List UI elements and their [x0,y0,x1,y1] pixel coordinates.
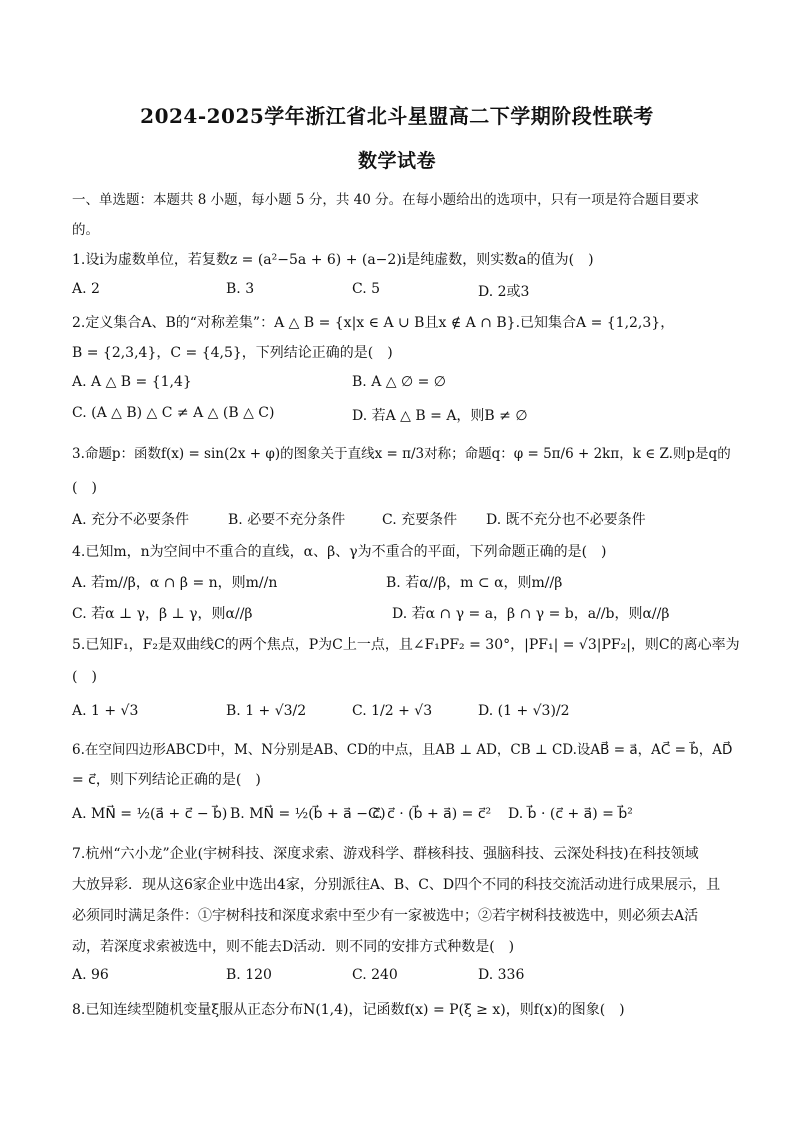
question-7-option-c: C. 240 [352,967,398,983]
section-instruction-line1: 一、单选题：本题共 8 小题，每小题 5 分，共 40 分。在每小题给出的选项中，只有一项是符合题目要求 [72,192,700,208]
question-7-stem-line4: 动，若深度求索被选中，则不能去D活动．则不同的安排方式种数是( ) [72,939,515,955]
question-6-option-a: A. MN⃗ = ½(a⃗ + c⃗ − b⃗) [72,806,228,822]
question-3-stem-line1: 3.命题p：函数f(x) = sin(2x + φ)的图象关于直线x = π/3对称；命题q：φ = 5π/6 + 2kπ，k ∈ Z.则p是q的 [72,446,731,462]
question-5-option-a: A. 1 + √3 [72,703,139,719]
question-2-stem-line1: 2.定义集合A、B的“对称差集”：A △ B = {x|x ∈ A ∪ B且x ∉ A ∩ B}.已知集合A = {1,2,3}， [72,315,675,331]
question-5-option-b: B. 1 + √3/2 [226,703,307,719]
question-2-option-a: A. A △ B = {1,4} [72,374,192,390]
question-1-option-b: B. 3 [226,281,255,297]
question-2-option-d: D. 若A △ B = A，则B ≠ ∅ [352,408,528,424]
question-6-option-b: B. MN⃗ = ½(b⃗ + a⃗ − c⃗) [230,806,386,822]
question-2-option-b: B. A △ ∅ = ∅ [352,374,446,390]
question-4-option-a: A. 若m//β，α ∩ β = n，则m//n [72,575,278,591]
question-7-option-d: D. 336 [478,967,525,983]
question-4-option-c: C. 若α ⊥ γ，β ⊥ γ，则α//β [72,606,253,622]
question-4-stem: 4.已知m，n为空间中不重合的直线，α、β、γ为不重合的平面，下列命题正确的是( ) [72,544,607,560]
question-3-option-a: A. 充分不必要条件 [72,512,190,528]
question-5-stem-line1: 5.已知F₁，F₂是双曲线C的两个焦点，P为C上一点，且∠F₁PF₂ = 30°，|PF₁| = √3|PF₂|，则C的离心率为 [72,637,740,653]
question-8-stem: 8.已知连续型随机变量ξ服从正态分布N(1,4)，记函数f(x) = P(ξ ≥ x)，则f(x)的图象( ) [72,1002,625,1018]
question-7-stem-line3: 必须同时满足条件：①宇树科技和深度求索中至少有一家被选中；②若宇树科技被选中，则必须去A活 [72,908,699,924]
question-1-option-c: C. 5 [352,281,381,297]
section-instruction-line2: 的。 [72,222,99,238]
question-2-stem-line2: B = {2,3,4}，C = {4,5}，下列结论正确的是( ) [72,345,393,361]
question-7-option-a: A. 96 [72,967,109,983]
question-3-option-d: D. 既不充分也不必要条件 [486,512,646,528]
question-7-stem-line2: 大放异彩．现从这6家企业中选出4家，分别派往A、B、C、D四个不同的科技交流活动进行成果展示，且 [72,877,721,893]
question-6-option-d: D. b⃗ · (c⃗ + a⃗) = b⃗² [508,806,633,822]
question-1-option-d: D. 2或3 [478,284,530,300]
question-5-option-d: D. (1 + √3)/2 [478,703,570,719]
question-5-stem-line2: ( ) [72,669,97,685]
question-4-option-b: B. 若α//β，m ⊂ α，则m//β [386,575,563,591]
question-5-option-c: C. 1/2 + √3 [352,703,433,719]
exam-subtitle: 数学试卷 [357,150,436,172]
question-2-option-c: C. (A △ B) △ C ≠ A △ (B △ C) [72,405,275,421]
question-1-option-a: A. 2 [72,281,100,297]
question-6-stem-line1: 6.在空间四边形ABCD中，M、N分别是AB、CD的中点，且AB ⊥ AD，CB ⊥ CD.设AB⃗ = a⃗，AC⃗ = b⃗，AD⃗ [72,742,733,758]
question-3-stem-line2: ( ) [72,480,97,496]
question-3-option-c: C. 充要条件 [382,512,458,528]
question-7-option-b: B. 120 [226,967,272,983]
question-6-option-c: C. c⃗ · (b⃗ + a⃗) = c⃗² [368,806,492,822]
question-6-stem-line2: = c⃗，则下列结论正确的是( ) [72,772,261,788]
question-7-stem-line1: 7.杭州“六小龙”企业(宇树科技、深度求索、游戏科学、群核科技、强脑科技、云深处科技)在科技领域 [72,846,699,862]
question-1-stem: 1.设i为虚数单位，若复数z = (a²−5a + 6) + (a−2)i是纯虚数，则实数a的值为( ) [72,252,594,268]
question-4-option-d: D. 若α ∩ γ = a，β ∩ γ = b，a//b，则α//β [392,606,670,622]
exam-title: 2024-2025学年浙江省北斗星盟高二下学期阶段性联考 [140,104,654,128]
question-3-option-b: B. 必要不充分条件 [228,512,346,528]
